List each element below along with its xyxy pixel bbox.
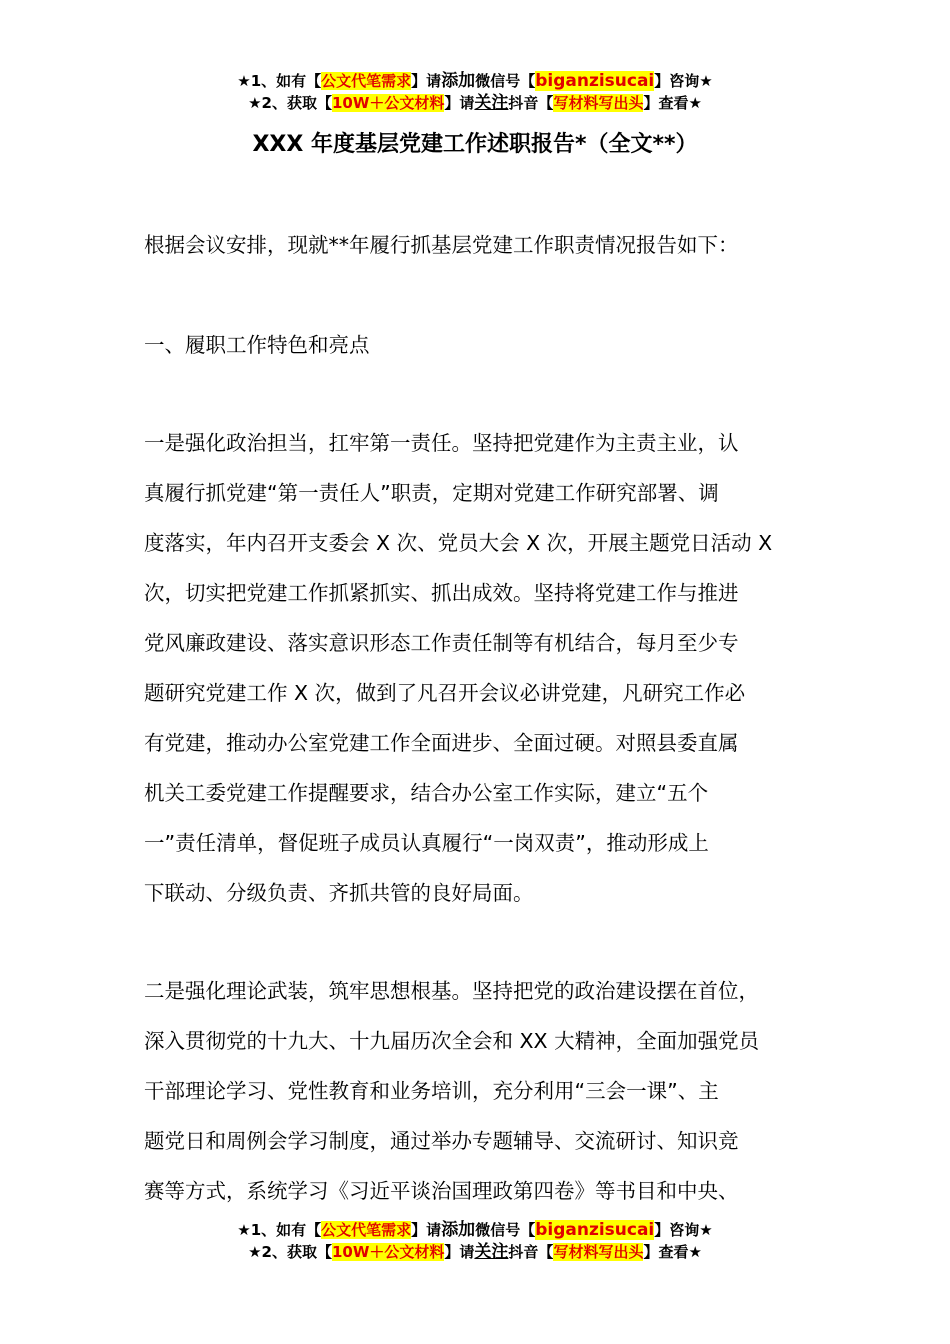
promo-wechat-id: biganzisucai — [535, 1220, 655, 1240]
paragraph-2 — [144, 966, 844, 1216]
text-line: 度落实，年内召开支委会 X 次、党员大会 X 次，开展主题党日活动 X — [144, 531, 773, 555]
paragraph-1 — [144, 418, 844, 918]
promo-douyin-id: 写材料写出头 — [553, 94, 644, 112]
text-line: 次，切实把党建工作抓紧抓实、抓出成效。坚持将党建工作与推进 — [144, 581, 739, 605]
promo-line-1: ★1、如有【公文代笔需求】请添加微信号【biganzisucai】咨询★ — [237, 1220, 713, 1240]
text-line: 题党日和周例会学习制度，通过举办专题辅导、交流研讨、知识竞 — [144, 1129, 739, 1153]
text-line: 赛等方式，系统学习《习近平谈治国理政第四卷》等书目和中央、 — [144, 1179, 739, 1203]
text-line: 干部理论学习、党性教育和业务培训，充分利用“三会一课”、主 — [144, 1079, 719, 1103]
promo-wechat-id: biganzisucai — [535, 71, 655, 91]
text-line: 二是强化理论武装，筑牢思想根基。坚持把党的政治建设摆在首位， — [144, 979, 759, 1003]
document-title: XXX 年度基层党建工作述职报告*（全文**） — [252, 132, 698, 157]
text-line: 下联动、分级负责、齐抓共管的良好局面。 — [144, 881, 534, 905]
promo-highlight: 10W＋公文材料 — [331, 1243, 445, 1261]
promo-banner-bottom — [0, 1219, 950, 1263]
text-line: 机关工委党建工作提醒要求，结合办公室工作实际，建立“五个 — [144, 781, 709, 805]
text-line: 一”责任清单，督促班子成员认真履行“一岗双责”，推动形成上 — [144, 831, 709, 855]
promo-line-2: ★2、获取【10W＋公文材料】请关注抖音【写材料写出头】查看★ — [248, 1242, 702, 1262]
intro-paragraph: 根据会议安排，现就**年履行抓基层党建工作职责情况报告如下： — [144, 233, 739, 257]
text-line: 党风廉政建设、落实意识形态工作责任制等有机结合，每月至少专 — [144, 631, 739, 655]
promo-line-2: ★2、获取【10W＋公文材料】请关注抖音【写材料写出头】查看★ — [248, 93, 702, 113]
text-line: 题研究党建工作 X 次，做到了凡召开会议必讲党建，凡研究工作必 — [144, 681, 746, 705]
promo-highlight: 10W＋公文材料 — [331, 94, 445, 112]
promo-banner-top — [0, 70, 950, 114]
text-line: 深入贯彻党的十九大、十九届历次全会和 XX 大精神，全面加强党员 — [144, 1029, 760, 1053]
promo-douyin-id: 写材料写出头 — [553, 1243, 644, 1261]
text-line: 真履行抓党建“第一责任人”职责，定期对党建工作研究部署、调 — [144, 481, 719, 505]
promo-highlight: 公文代笔需求 — [321, 1221, 412, 1239]
promo-highlight: 公文代笔需求 — [321, 72, 412, 90]
section-heading: 一、履职工作特色和亮点 — [144, 333, 370, 357]
promo-line-1: ★1、如有【公文代笔需求】请添加微信号【biganzisucai】咨询★ — [237, 71, 713, 91]
text-line: 一是强化政治担当，扛牢第一责任。坚持把党建作为主责主业，认 — [144, 431, 739, 455]
text-line: 有党建，推动办公室党建工作全面进步、全面过硬。对照县委直属 — [144, 731, 739, 755]
